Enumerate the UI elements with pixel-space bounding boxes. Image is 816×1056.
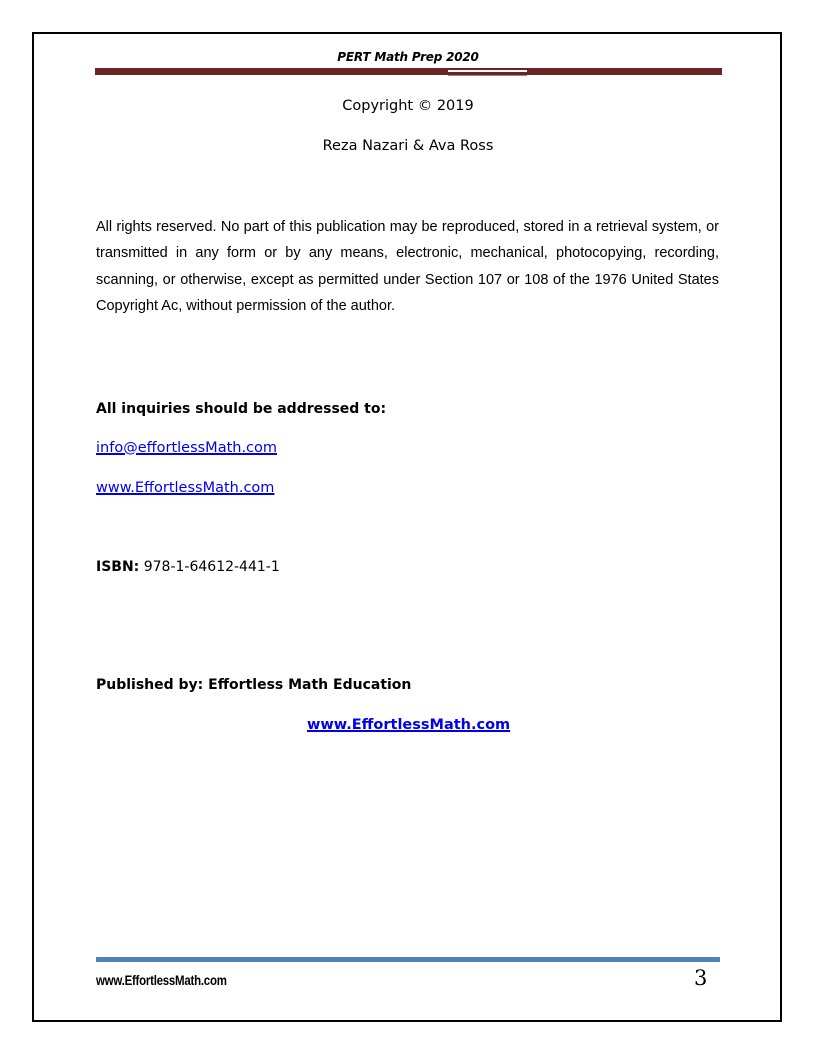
- publisher-website-link[interactable]: www.EffortlessMath.com: [307, 717, 511, 733]
- footer-rule: [96, 957, 720, 962]
- inquiries-label: All inquiries should be addressed to:: [96, 401, 387, 417]
- page-number: 3: [694, 966, 708, 990]
- publisher-line: Published by: Effortless Math Education: [96, 677, 412, 693]
- publisher-website-wrapper: [307, 717, 510, 733]
- email-link[interactable]: info@effortlessMath.com: [96, 440, 278, 456]
- footer-website: www.EffortlessMath.com: [96, 972, 227, 988]
- isbn-value: 978-1-64612-441-1: [143, 559, 280, 575]
- header-rule-gap: [448, 70, 527, 72]
- header-rule-underline: [448, 75, 527, 76]
- email-link-wrapper: [96, 440, 277, 456]
- authors-line: Reza Nazari & Ava Ross: [322, 138, 494, 154]
- rights-paragraph: All rights reserved. No part of this publication may be reproduced, stored in a retrieval system, or transmitted in any form or by any means, electronic, mechanical, photocopying, recording, scanning, or otherwise, except as permitted under Section 107 or 108 of the 1976 United States Copyright Ac, without permission of the author.: [96, 219, 719, 314]
- website-link-wrapper: [96, 480, 274, 496]
- running-header-title: PERT Math Prep 2020: [337, 50, 479, 64]
- page-border: [32, 32, 782, 1022]
- isbn-label: ISBN:: [96, 559, 140, 575]
- website-link[interactable]: www.EffortlessMath.com: [96, 480, 275, 496]
- copyright-line: Copyright © 2019: [342, 98, 474, 114]
- isbn-line: [96, 559, 280, 575]
- header-rule: [95, 68, 722, 75]
